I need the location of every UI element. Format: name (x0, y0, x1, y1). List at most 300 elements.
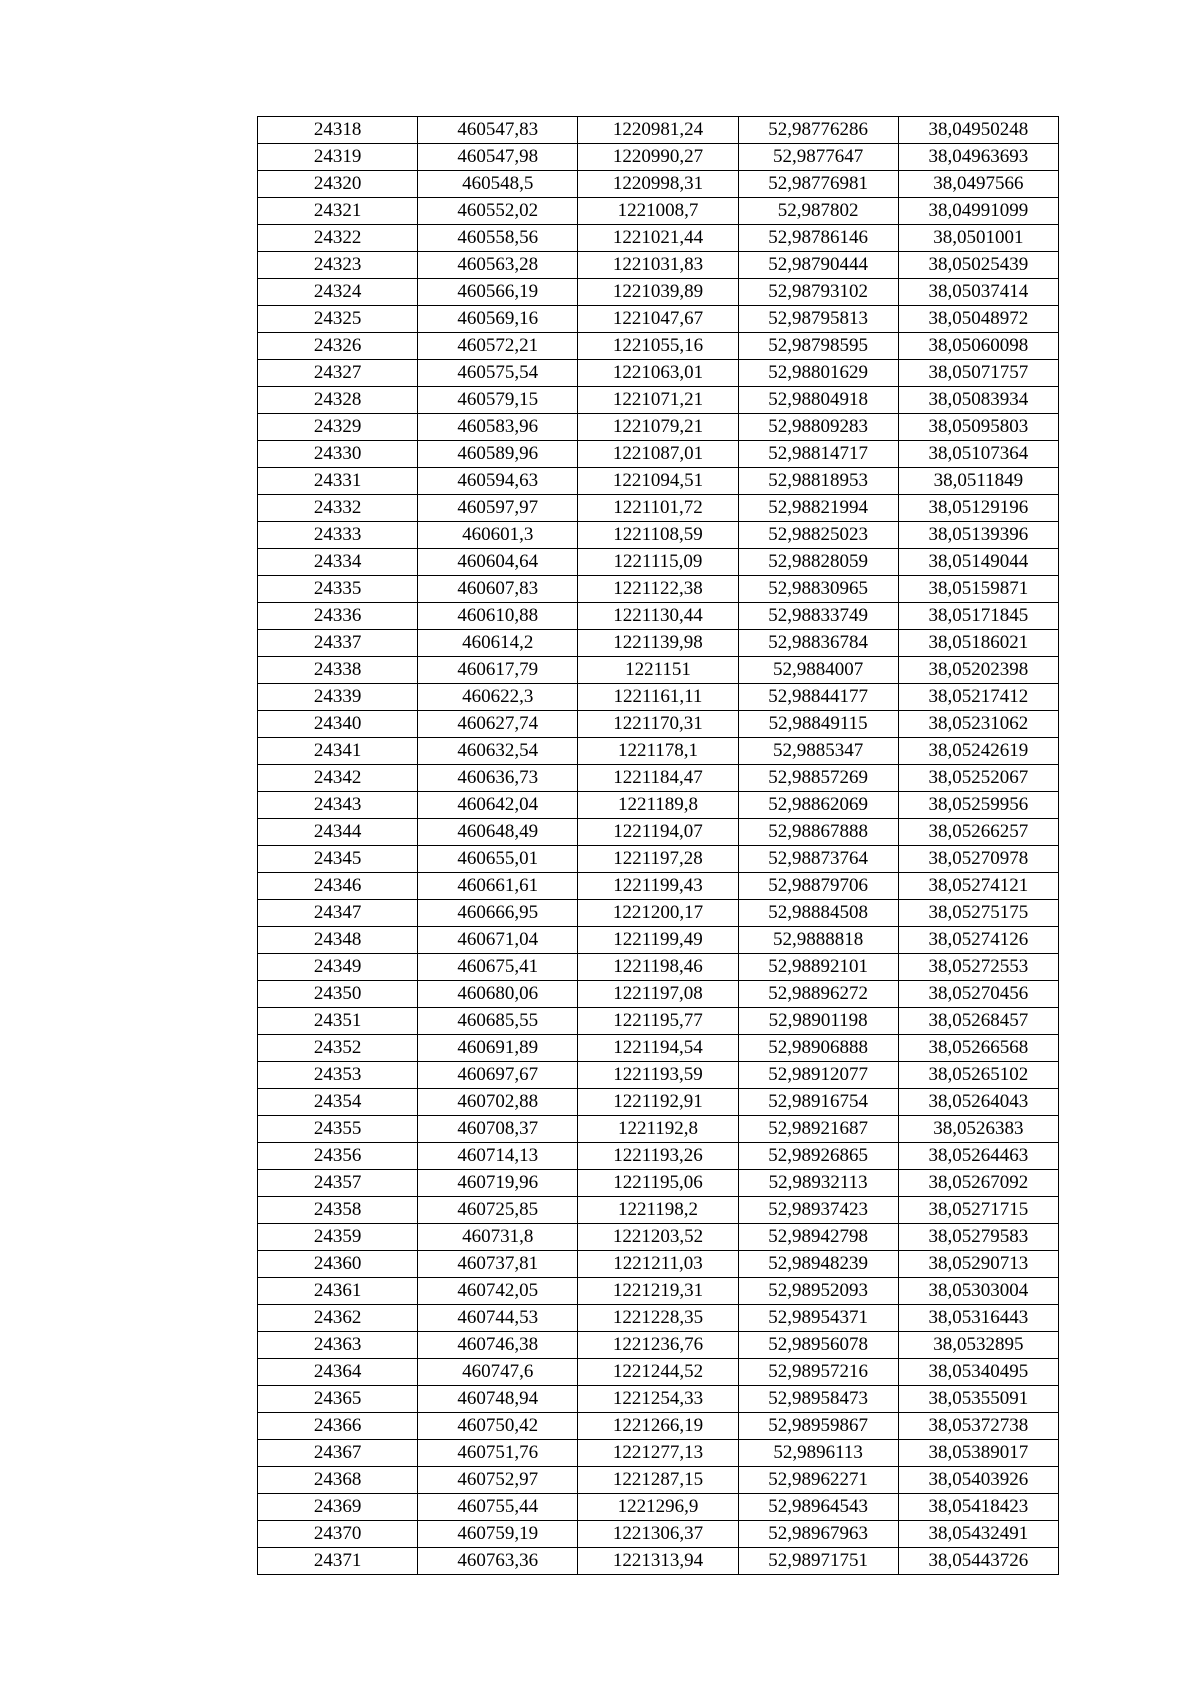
latitude-cell: 52,98879706 (738, 873, 898, 900)
x-coordinate-cell: 460575,54 (418, 360, 578, 387)
point-number-cell: 24358 (258, 1197, 418, 1224)
table-row (258, 738, 1059, 765)
table-row (258, 495, 1059, 522)
table-row (258, 900, 1059, 927)
point-number-cell: 24327 (258, 360, 418, 387)
x-coordinate-cell: 460666,95 (418, 900, 578, 927)
x-coordinate-cell: 460755,44 (418, 1494, 578, 1521)
table-row (258, 1278, 1059, 1305)
latitude-cell: 52,98825023 (738, 522, 898, 549)
longitude-cell: 38,0511849 (898, 468, 1058, 495)
point-number-cell: 24334 (258, 549, 418, 576)
longitude-cell: 38,05171845 (898, 603, 1058, 630)
longitude-cell: 38,05231062 (898, 711, 1058, 738)
y-coordinate-cell: 1221203,52 (578, 1224, 738, 1251)
latitude-cell: 52,98828059 (738, 549, 898, 576)
table-row (258, 846, 1059, 873)
x-coordinate-cell: 460627,74 (418, 711, 578, 738)
y-coordinate-cell: 1221197,08 (578, 981, 738, 1008)
x-coordinate-cell: 460671,04 (418, 927, 578, 954)
x-coordinate-cell: 460563,28 (418, 252, 578, 279)
y-coordinate-cell: 1221008,7 (578, 198, 738, 225)
table-row (258, 1089, 1059, 1116)
latitude-cell: 52,98844177 (738, 684, 898, 711)
x-coordinate-cell: 460661,61 (418, 873, 578, 900)
point-number-cell: 24354 (258, 1089, 418, 1116)
y-coordinate-cell: 1221122,38 (578, 576, 738, 603)
latitude-cell: 52,98892101 (738, 954, 898, 981)
x-coordinate-cell: 460569,16 (418, 306, 578, 333)
latitude-cell: 52,9896113 (738, 1440, 898, 1467)
longitude-cell: 38,05418423 (898, 1494, 1058, 1521)
y-coordinate-cell: 1221219,31 (578, 1278, 738, 1305)
table-row (258, 765, 1059, 792)
longitude-cell: 38,05340495 (898, 1359, 1058, 1386)
x-coordinate-cell: 460632,54 (418, 738, 578, 765)
x-coordinate-cell: 460702,88 (418, 1089, 578, 1116)
latitude-cell: 52,98786146 (738, 225, 898, 252)
table-row (258, 414, 1059, 441)
y-coordinate-cell: 1221108,59 (578, 522, 738, 549)
x-coordinate-cell: 460763,36 (418, 1548, 578, 1575)
longitude-cell: 38,05186021 (898, 630, 1058, 657)
longitude-cell: 38,05048972 (898, 306, 1058, 333)
x-coordinate-cell: 460594,63 (418, 468, 578, 495)
latitude-cell: 52,98957216 (738, 1359, 898, 1386)
latitude-cell: 52,98896272 (738, 981, 898, 1008)
x-coordinate-cell: 460750,42 (418, 1413, 578, 1440)
y-coordinate-cell: 1221184,47 (578, 765, 738, 792)
point-number-cell: 24321 (258, 198, 418, 225)
latitude-cell: 52,98801629 (738, 360, 898, 387)
x-coordinate-cell: 460759,19 (418, 1521, 578, 1548)
point-number-cell: 24351 (258, 1008, 418, 1035)
latitude-cell: 52,98912077 (738, 1062, 898, 1089)
table-row (258, 684, 1059, 711)
x-coordinate-cell: 460610,88 (418, 603, 578, 630)
table-row (258, 198, 1059, 225)
latitude-cell: 52,98971751 (738, 1548, 898, 1575)
longitude-cell: 38,05389017 (898, 1440, 1058, 1467)
y-coordinate-cell: 1221313,94 (578, 1548, 738, 1575)
point-number-cell: 24361 (258, 1278, 418, 1305)
point-number-cell: 24333 (258, 522, 418, 549)
point-number-cell: 24349 (258, 954, 418, 981)
latitude-cell: 52,98959867 (738, 1413, 898, 1440)
latitude-cell: 52,98867888 (738, 819, 898, 846)
x-coordinate-cell: 460725,85 (418, 1197, 578, 1224)
y-coordinate-cell: 1221296,9 (578, 1494, 738, 1521)
point-number-cell: 24324 (258, 279, 418, 306)
longitude-cell: 38,05107364 (898, 441, 1058, 468)
x-coordinate-cell: 460685,55 (418, 1008, 578, 1035)
table-row (258, 1062, 1059, 1089)
y-coordinate-cell: 1221161,11 (578, 684, 738, 711)
longitude-cell: 38,05159871 (898, 576, 1058, 603)
table-row (258, 792, 1059, 819)
x-coordinate-cell: 460746,38 (418, 1332, 578, 1359)
longitude-cell: 38,05268457 (898, 1008, 1058, 1035)
y-coordinate-cell: 1220990,27 (578, 144, 738, 171)
longitude-cell: 38,05290713 (898, 1251, 1058, 1278)
x-coordinate-cell: 460547,83 (418, 117, 578, 144)
table-row (258, 954, 1059, 981)
y-coordinate-cell: 1221021,44 (578, 225, 738, 252)
point-number-cell: 24345 (258, 846, 418, 873)
latitude-cell: 52,98776981 (738, 171, 898, 198)
point-number-cell: 24325 (258, 306, 418, 333)
x-coordinate-cell: 460744,53 (418, 1305, 578, 1332)
y-coordinate-cell: 1221195,77 (578, 1008, 738, 1035)
latitude-cell: 52,98962271 (738, 1467, 898, 1494)
latitude-cell: 52,98818953 (738, 468, 898, 495)
latitude-cell: 52,98873764 (738, 846, 898, 873)
y-coordinate-cell: 1221197,28 (578, 846, 738, 873)
x-coordinate-cell: 460680,06 (418, 981, 578, 1008)
point-number-cell: 24339 (258, 684, 418, 711)
y-coordinate-cell: 1221306,37 (578, 1521, 738, 1548)
point-number-cell: 24371 (258, 1548, 418, 1575)
point-number-cell: 24336 (258, 603, 418, 630)
y-coordinate-cell: 1221039,89 (578, 279, 738, 306)
point-number-cell: 24360 (258, 1251, 418, 1278)
latitude-cell: 52,98964543 (738, 1494, 898, 1521)
y-coordinate-cell: 1221198,46 (578, 954, 738, 981)
table-row (258, 1548, 1059, 1575)
table-row (258, 549, 1059, 576)
longitude-cell: 38,05266257 (898, 819, 1058, 846)
table-row (258, 819, 1059, 846)
longitude-cell: 38,0526383 (898, 1116, 1058, 1143)
longitude-cell: 38,04963693 (898, 144, 1058, 171)
y-coordinate-cell: 1221228,35 (578, 1305, 738, 1332)
longitude-cell: 38,05270456 (898, 981, 1058, 1008)
latitude-cell: 52,98958473 (738, 1386, 898, 1413)
latitude-cell: 52,98967963 (738, 1521, 898, 1548)
y-coordinate-cell: 1221211,03 (578, 1251, 738, 1278)
x-coordinate-cell: 460604,64 (418, 549, 578, 576)
point-number-cell: 24341 (258, 738, 418, 765)
longitude-cell: 38,05274126 (898, 927, 1058, 954)
table-row (258, 333, 1059, 360)
latitude-cell: 52,98901198 (738, 1008, 898, 1035)
point-number-cell: 24329 (258, 414, 418, 441)
table-row (258, 306, 1059, 333)
x-coordinate-cell: 460697,67 (418, 1062, 578, 1089)
table-row (258, 171, 1059, 198)
table-row (258, 711, 1059, 738)
x-coordinate-cell: 460589,96 (418, 441, 578, 468)
point-number-cell: 24342 (258, 765, 418, 792)
point-number-cell: 24335 (258, 576, 418, 603)
latitude-cell: 52,98926865 (738, 1143, 898, 1170)
latitude-cell: 52,98836784 (738, 630, 898, 657)
table-row (258, 1494, 1059, 1521)
point-number-cell: 24332 (258, 495, 418, 522)
x-coordinate-cell: 460566,19 (418, 279, 578, 306)
table-row (258, 279, 1059, 306)
longitude-cell: 38,05443726 (898, 1548, 1058, 1575)
table-row (258, 1332, 1059, 1359)
latitude-cell: 52,98793102 (738, 279, 898, 306)
y-coordinate-cell: 1221198,2 (578, 1197, 738, 1224)
y-coordinate-cell: 1220998,31 (578, 171, 738, 198)
latitude-cell: 52,98937423 (738, 1197, 898, 1224)
point-number-cell: 24350 (258, 981, 418, 1008)
y-coordinate-cell: 1221194,07 (578, 819, 738, 846)
point-number-cell: 24366 (258, 1413, 418, 1440)
table-row (258, 1440, 1059, 1467)
latitude-cell: 52,98942798 (738, 1224, 898, 1251)
longitude-cell: 38,05060098 (898, 333, 1058, 360)
latitude-cell: 52,98830965 (738, 576, 898, 603)
point-number-cell: 24369 (258, 1494, 418, 1521)
point-number-cell: 24357 (258, 1170, 418, 1197)
longitude-cell: 38,05279583 (898, 1224, 1058, 1251)
longitude-cell: 38,05025439 (898, 252, 1058, 279)
longitude-cell: 38,05095803 (898, 414, 1058, 441)
table-row (258, 1143, 1059, 1170)
table-row (258, 1305, 1059, 1332)
x-coordinate-cell: 460617,79 (418, 657, 578, 684)
table-row (258, 603, 1059, 630)
longitude-cell: 38,05202398 (898, 657, 1058, 684)
point-number-cell: 24328 (258, 387, 418, 414)
x-coordinate-cell: 460731,8 (418, 1224, 578, 1251)
table-row (258, 468, 1059, 495)
table-row (258, 630, 1059, 657)
point-number-cell: 24368 (258, 1467, 418, 1494)
x-coordinate-cell: 460614,2 (418, 630, 578, 657)
latitude-cell: 52,98954371 (738, 1305, 898, 1332)
x-coordinate-cell: 460558,56 (418, 225, 578, 252)
y-coordinate-cell: 1221101,72 (578, 495, 738, 522)
point-number-cell: 24337 (258, 630, 418, 657)
table-row (258, 873, 1059, 900)
x-coordinate-cell: 460601,3 (418, 522, 578, 549)
point-number-cell: 24340 (258, 711, 418, 738)
latitude-cell: 52,98857269 (738, 765, 898, 792)
table-row (258, 1170, 1059, 1197)
table-row (258, 360, 1059, 387)
latitude-cell: 52,98833749 (738, 603, 898, 630)
table-row (258, 1467, 1059, 1494)
y-coordinate-cell: 1221071,21 (578, 387, 738, 414)
y-coordinate-cell: 1221170,31 (578, 711, 738, 738)
longitude-cell: 38,05265102 (898, 1062, 1058, 1089)
longitude-cell: 38,05217412 (898, 684, 1058, 711)
y-coordinate-cell: 1221192,91 (578, 1089, 738, 1116)
point-number-cell: 24347 (258, 900, 418, 927)
y-coordinate-cell: 1221055,16 (578, 333, 738, 360)
point-number-cell: 24326 (258, 333, 418, 360)
y-coordinate-cell: 1221277,13 (578, 1440, 738, 1467)
point-number-cell: 24344 (258, 819, 418, 846)
point-number-cell: 24363 (258, 1332, 418, 1359)
longitude-cell: 38,05037414 (898, 279, 1058, 306)
latitude-cell: 52,98849115 (738, 711, 898, 738)
longitude-cell: 38,05264043 (898, 1089, 1058, 1116)
latitude-cell: 52,98906888 (738, 1035, 898, 1062)
longitude-cell: 38,05242619 (898, 738, 1058, 765)
longitude-cell: 38,04950248 (898, 117, 1058, 144)
table-row (258, 225, 1059, 252)
latitude-cell: 52,98809283 (738, 414, 898, 441)
longitude-cell: 38,05316443 (898, 1305, 1058, 1332)
longitude-cell: 38,05432491 (898, 1521, 1058, 1548)
x-coordinate-cell: 460748,94 (418, 1386, 578, 1413)
longitude-cell: 38,05274121 (898, 873, 1058, 900)
longitude-cell: 38,05372738 (898, 1413, 1058, 1440)
y-coordinate-cell: 1221193,26 (578, 1143, 738, 1170)
point-number-cell: 24319 (258, 144, 418, 171)
longitude-cell: 38,05355091 (898, 1386, 1058, 1413)
x-coordinate-cell: 460742,05 (418, 1278, 578, 1305)
point-number-cell: 24365 (258, 1386, 418, 1413)
table-row (258, 1386, 1059, 1413)
y-coordinate-cell: 1221031,83 (578, 252, 738, 279)
longitude-cell: 38,05071757 (898, 360, 1058, 387)
x-coordinate-cell: 460719,96 (418, 1170, 578, 1197)
latitude-cell: 52,9877647 (738, 144, 898, 171)
latitude-cell: 52,98798595 (738, 333, 898, 360)
x-coordinate-cell: 460747,6 (418, 1359, 578, 1386)
latitude-cell: 52,9888818 (738, 927, 898, 954)
table-row (258, 657, 1059, 684)
x-coordinate-cell: 460636,73 (418, 765, 578, 792)
longitude-cell: 38,0497566 (898, 171, 1058, 198)
x-coordinate-cell: 460751,76 (418, 1440, 578, 1467)
longitude-cell: 38,05139396 (898, 522, 1058, 549)
table-row (258, 1251, 1059, 1278)
x-coordinate-cell: 460655,01 (418, 846, 578, 873)
x-coordinate-cell: 460547,98 (418, 144, 578, 171)
longitude-cell: 38,05083934 (898, 387, 1058, 414)
longitude-cell: 38,0532895 (898, 1332, 1058, 1359)
latitude-cell: 52,9884007 (738, 657, 898, 684)
y-coordinate-cell: 1221195,06 (578, 1170, 738, 1197)
y-coordinate-cell: 1221178,1 (578, 738, 738, 765)
y-coordinate-cell: 1221287,15 (578, 1467, 738, 1494)
latitude-cell: 52,98916754 (738, 1089, 898, 1116)
x-coordinate-cell: 460737,81 (418, 1251, 578, 1278)
x-coordinate-cell: 460607,83 (418, 576, 578, 603)
y-coordinate-cell: 1221192,8 (578, 1116, 738, 1143)
table-row (258, 1521, 1059, 1548)
table-row (258, 576, 1059, 603)
point-number-cell: 24362 (258, 1305, 418, 1332)
y-coordinate-cell: 1221244,52 (578, 1359, 738, 1386)
y-coordinate-cell: 1220981,24 (578, 117, 738, 144)
y-coordinate-cell: 1221199,43 (578, 873, 738, 900)
x-coordinate-cell: 460752,97 (418, 1467, 578, 1494)
y-coordinate-cell: 1221079,21 (578, 414, 738, 441)
x-coordinate-cell: 460622,3 (418, 684, 578, 711)
latitude-cell: 52,98776286 (738, 117, 898, 144)
x-coordinate-cell: 460548,5 (418, 171, 578, 198)
coordinates-table (257, 116, 1059, 1575)
table-row (258, 1008, 1059, 1035)
latitude-cell: 52,9885347 (738, 738, 898, 765)
point-number-cell: 24320 (258, 171, 418, 198)
x-coordinate-cell: 460714,13 (418, 1143, 578, 1170)
latitude-cell: 52,98948239 (738, 1251, 898, 1278)
longitude-cell: 38,05271715 (898, 1197, 1058, 1224)
x-coordinate-cell: 460675,41 (418, 954, 578, 981)
longitude-cell: 38,05252067 (898, 765, 1058, 792)
table-row (258, 927, 1059, 954)
x-coordinate-cell: 460583,96 (418, 414, 578, 441)
table-row (258, 1224, 1059, 1251)
latitude-cell: 52,98862069 (738, 792, 898, 819)
table-row (258, 117, 1059, 144)
point-number-cell: 24348 (258, 927, 418, 954)
longitude-cell: 38,0501001 (898, 225, 1058, 252)
point-number-cell: 24346 (258, 873, 418, 900)
table-row (258, 522, 1059, 549)
y-coordinate-cell: 1221094,51 (578, 468, 738, 495)
y-coordinate-cell: 1221115,09 (578, 549, 738, 576)
point-number-cell: 24356 (258, 1143, 418, 1170)
y-coordinate-cell: 1221130,44 (578, 603, 738, 630)
table-row (258, 981, 1059, 1008)
y-coordinate-cell: 1221266,19 (578, 1413, 738, 1440)
y-coordinate-cell: 1221063,01 (578, 360, 738, 387)
x-coordinate-cell: 460597,97 (418, 495, 578, 522)
point-number-cell: 24352 (258, 1035, 418, 1062)
table-row (258, 1116, 1059, 1143)
table-row (258, 1359, 1059, 1386)
point-number-cell: 24322 (258, 225, 418, 252)
table-row (258, 144, 1059, 171)
table-row (258, 1413, 1059, 1440)
point-number-cell: 24367 (258, 1440, 418, 1467)
longitude-cell: 38,05266568 (898, 1035, 1058, 1062)
coordinates-table-body (258, 117, 1059, 1575)
point-number-cell: 24370 (258, 1521, 418, 1548)
longitude-cell: 38,05275175 (898, 900, 1058, 927)
longitude-cell: 38,05272553 (898, 954, 1058, 981)
y-coordinate-cell: 1221200,17 (578, 900, 738, 927)
x-coordinate-cell: 460579,15 (418, 387, 578, 414)
x-coordinate-cell: 460642,04 (418, 792, 578, 819)
y-coordinate-cell: 1221193,59 (578, 1062, 738, 1089)
latitude-cell: 52,98821994 (738, 495, 898, 522)
point-number-cell: 24338 (258, 657, 418, 684)
longitude-cell: 38,05270978 (898, 846, 1058, 873)
longitude-cell: 38,05267092 (898, 1170, 1058, 1197)
longitude-cell: 38,04991099 (898, 198, 1058, 225)
latitude-cell: 52,98932113 (738, 1170, 898, 1197)
latitude-cell: 52,98952093 (738, 1278, 898, 1305)
point-number-cell: 24343 (258, 792, 418, 819)
longitude-cell: 38,05264463 (898, 1143, 1058, 1170)
latitude-cell: 52,987802 (738, 198, 898, 225)
table-row (258, 252, 1059, 279)
latitude-cell: 52,98804918 (738, 387, 898, 414)
y-coordinate-cell: 1221199,49 (578, 927, 738, 954)
latitude-cell: 52,98795813 (738, 306, 898, 333)
y-coordinate-cell: 1221087,01 (578, 441, 738, 468)
y-coordinate-cell: 1221194,54 (578, 1035, 738, 1062)
longitude-cell: 38,05403926 (898, 1467, 1058, 1494)
latitude-cell: 52,98814717 (738, 441, 898, 468)
longitude-cell: 38,05303004 (898, 1278, 1058, 1305)
y-coordinate-cell: 1221139,98 (578, 630, 738, 657)
table-row (258, 1197, 1059, 1224)
longitude-cell: 38,05129196 (898, 495, 1058, 522)
y-coordinate-cell: 1221254,33 (578, 1386, 738, 1413)
